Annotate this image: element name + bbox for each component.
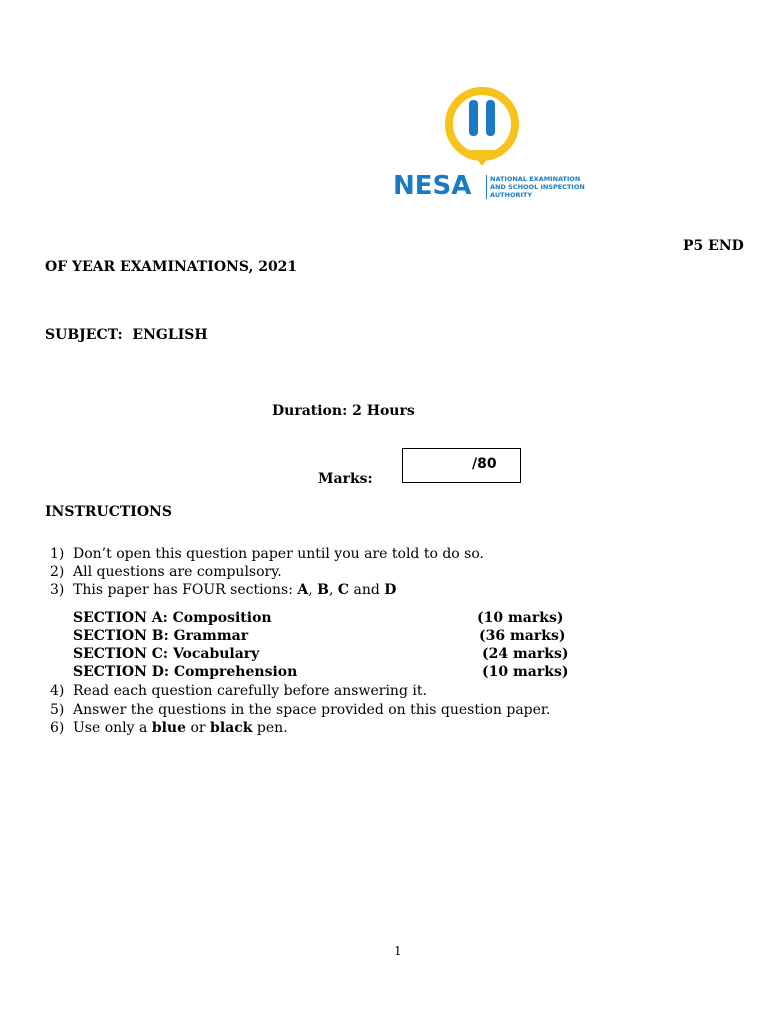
section-name: SECTION C: Vocabulary bbox=[73, 646, 260, 662]
list-item: All questions are compulsory. bbox=[73, 564, 282, 580]
section-marks: (36 marks) bbox=[479, 628, 566, 644]
list-item-number: 6) bbox=[50, 720, 65, 736]
list-item-number: 4) bbox=[50, 683, 65, 699]
section-name: SECTION A: Composition bbox=[73, 610, 272, 626]
page-number: 1 bbox=[394, 944, 402, 958]
nesa-logo bbox=[390, 86, 590, 204]
list-item: Don’t open this question paper until you are told to do so. bbox=[73, 546, 484, 562]
list-item-number: 5) bbox=[50, 702, 65, 718]
section-marks: (24 marks) bbox=[482, 646, 569, 662]
section-marks: (10 marks) bbox=[477, 610, 564, 626]
instructions-heading: INSTRUCTIONS bbox=[45, 504, 172, 520]
list-item: Read each question carefully before answering it. bbox=[73, 683, 427, 699]
list-item: Answer the questions in the space provided on this question paper. bbox=[73, 702, 551, 718]
list-item: This paper has FOUR sections: A, B, C and D bbox=[73, 582, 397, 598]
header-line-2: OF YEAR EXAMINATIONS, 2021 bbox=[45, 259, 298, 275]
duration-line: Duration: 2 Hours bbox=[272, 403, 415, 419]
marks-label: Marks: bbox=[318, 471, 373, 487]
list-item-number: 2) bbox=[50, 564, 65, 580]
pencil-emblem-icon bbox=[390, 86, 590, 176]
marks-total: /80 bbox=[472, 456, 497, 472]
section-marks: (10 marks) bbox=[482, 664, 569, 680]
section-name: SECTION D: Comprehension bbox=[73, 664, 298, 680]
subject-line: SUBJECT: ENGLISH bbox=[45, 327, 208, 343]
list-item-number: 3) bbox=[50, 582, 65, 598]
logo-wordmark: NESA bbox=[393, 171, 472, 201]
header-line-1: P5 END bbox=[683, 238, 744, 254]
list-item: Use only a blue or black pen. bbox=[73, 720, 288, 736]
section-name: SECTION B: Grammar bbox=[73, 628, 249, 644]
list-item-number: 1) bbox=[50, 546, 65, 562]
marks-box bbox=[402, 448, 521, 483]
logo-subtitle: NATIONAL EXAMINATION AND SCHOOL INSPECTION AUTHORITY bbox=[486, 175, 585, 199]
